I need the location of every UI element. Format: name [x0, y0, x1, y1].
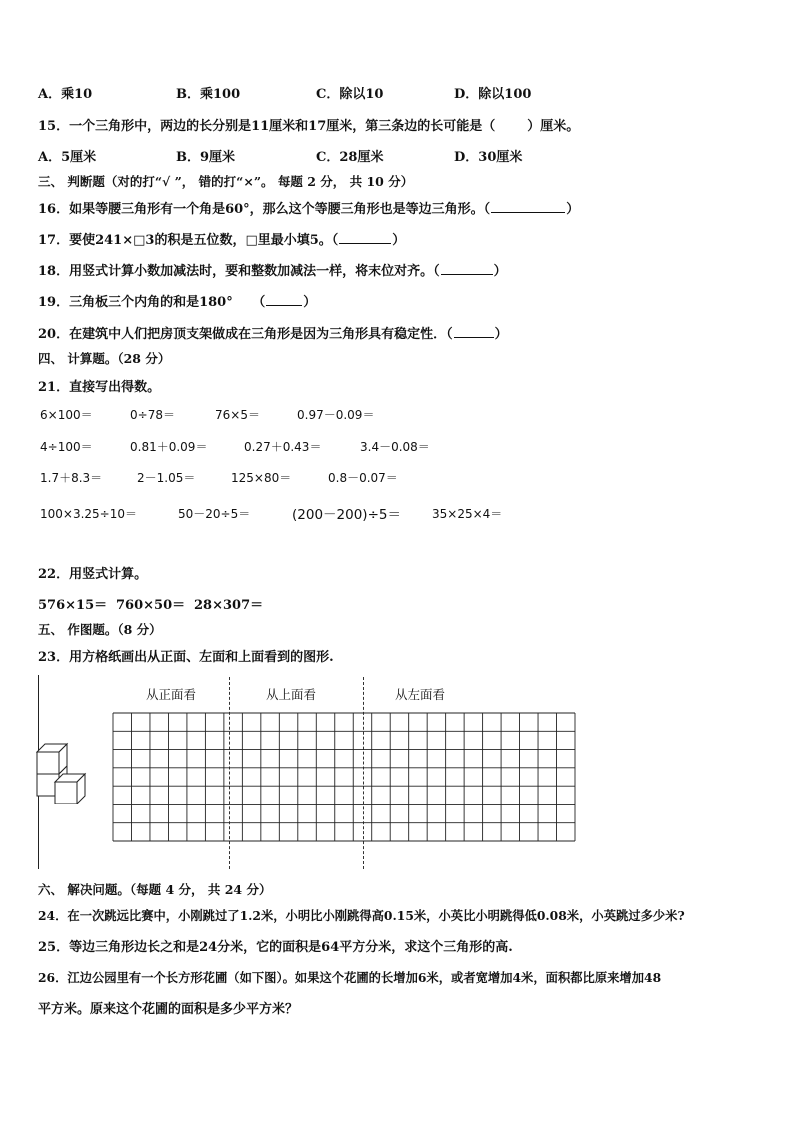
q15-text: 15．一个三角形中，两边的长分别是11厘米和17厘米，第三条边的长可能是（ — [38, 119, 496, 134]
section3-title: 三、 判断题（对的打“√ ”， 错的打“×”。 每题 2 分， 共 10 分） — [38, 174, 414, 189]
q14-option-c: C．除以10 — [316, 87, 384, 102]
q22-item: 28×307＝ — [194, 598, 264, 613]
q20 — [38, 323, 508, 342]
q21-expr: 125×80＝ — [231, 471, 292, 485]
q26-line1: 26．江边公园里有一个长方形花圃（如下图）。如果这个花圃的长增加6米，或者宽增加4米，面积都比原来增加48 — [38, 970, 662, 985]
q15-blank[interactable] — [496, 117, 526, 130]
q15-option-d: D．30厘米 — [454, 150, 523, 165]
q25: 25．等边三角形边长之和是24分米，它的面积是64平方分米，求这个三角形的高. — [38, 940, 513, 955]
q15-question — [38, 115, 579, 134]
section5-title: 五、 作图题。（8 分） — [38, 622, 162, 637]
q19-answer-blank[interactable] — [266, 292, 302, 306]
q15-option-a: A．5厘米 — [38, 150, 97, 165]
label-left-view: 从左面看 — [395, 687, 446, 702]
q21-expr: (200－200)÷5＝ — [292, 507, 401, 523]
q15-option-b: B．9厘米 — [176, 150, 236, 165]
q21-expr: 100×3.25÷10＝ — [40, 507, 138, 521]
q21-expr: 0.8－0.07＝ — [328, 471, 398, 485]
q16-answer-blank[interactable] — [491, 199, 565, 213]
q18-close: ） — [493, 264, 507, 279]
q21-expr: 4÷100＝ — [40, 440, 93, 454]
q21-expr: 50－20÷5＝ — [178, 507, 251, 521]
q21-expr: 35×25×4＝ — [432, 507, 503, 521]
q16 — [38, 198, 579, 217]
label-front-view: 从正面看 — [146, 687, 197, 702]
q19-close: ） — [303, 295, 317, 310]
q17-answer-blank[interactable] — [339, 230, 391, 244]
q19-text: 19．三角板三个内角的和是180° （ — [38, 295, 266, 310]
cube-stack-figure — [36, 740, 98, 804]
q15-unit: ）厘米。 — [527, 119, 580, 134]
q21-expr: 76×5＝ — [215, 408, 260, 422]
section6-title: 六、 解决问题。（每题 4 分， 共 24 分） — [38, 882, 272, 897]
q21-expr: 0.27＋0.43＝ — [244, 440, 322, 454]
q16-close: ） — [566, 202, 580, 217]
q26-line2: 平方米。原来这个花圃的面积是多少平方米？ — [38, 1002, 299, 1017]
q18 — [38, 260, 507, 279]
q15-option-c: C．28厘米 — [316, 150, 384, 165]
q24: 24．在一次跳远比赛中，小刚跳过了1.2米，小明比小刚跳得高0.15米，小英比小明跳得低0.08米，小英跳过多少米? — [38, 908, 685, 923]
q21-expr: 6×100＝ — [40, 408, 93, 422]
label-top-view: 从上面看 — [266, 687, 317, 702]
q16-text: 16．如果等腰三角形有一个角是60°，那么这个等腰三角形也是等边三角形。（ — [38, 202, 491, 217]
q21-expr: 0.81＋0.09＝ — [130, 440, 208, 454]
q14-option-b: B．乘100 — [176, 87, 241, 102]
q21-expr: 0÷78＝ — [130, 408, 175, 422]
q17 — [38, 229, 405, 248]
graph-paper-grid[interactable] — [112, 712, 577, 842]
q23-title: 23．用方格纸画出从正面、左面和上面看到的图形. — [38, 650, 334, 665]
section4-title: 四、 计算题。（28 分） — [38, 351, 171, 366]
q14-option-a: A．乘10 — [38, 87, 93, 102]
q18-text: 18．用竖式计算小数加减法时，要和整数加减法一样，将末位对齐。（ — [38, 264, 440, 279]
q21-expr: 3.4－0.08＝ — [360, 440, 430, 454]
q17-close: ） — [392, 233, 406, 248]
q20-answer-blank[interactable] — [454, 324, 494, 338]
q20-text: 20．在建筑中人们把房顶支架做成在三角形是因为三角形具有稳定性．（ — [38, 327, 453, 342]
q21-expr: 2－1.05＝ — [137, 471, 196, 485]
q14-option-d: D．除以100 — [454, 87, 532, 102]
q21-expr: 1.7＋8.3＝ — [40, 471, 103, 485]
q20-close: ） — [494, 327, 508, 342]
q22-item: 576×15＝ — [38, 598, 108, 613]
q21-expr: 0.97－0.09＝ — [297, 408, 375, 422]
q19 — [38, 291, 316, 310]
q18-answer-blank[interactable] — [441, 261, 493, 275]
q22-item: 760×50＝ — [116, 598, 186, 613]
q21-title: 21．直接写出得数。 — [38, 380, 161, 395]
q17-text: 17．要使241×□3的积是五位数，□里最小填5。（ — [38, 233, 339, 248]
q22-title: 22．用竖式计算。 — [38, 567, 148, 582]
